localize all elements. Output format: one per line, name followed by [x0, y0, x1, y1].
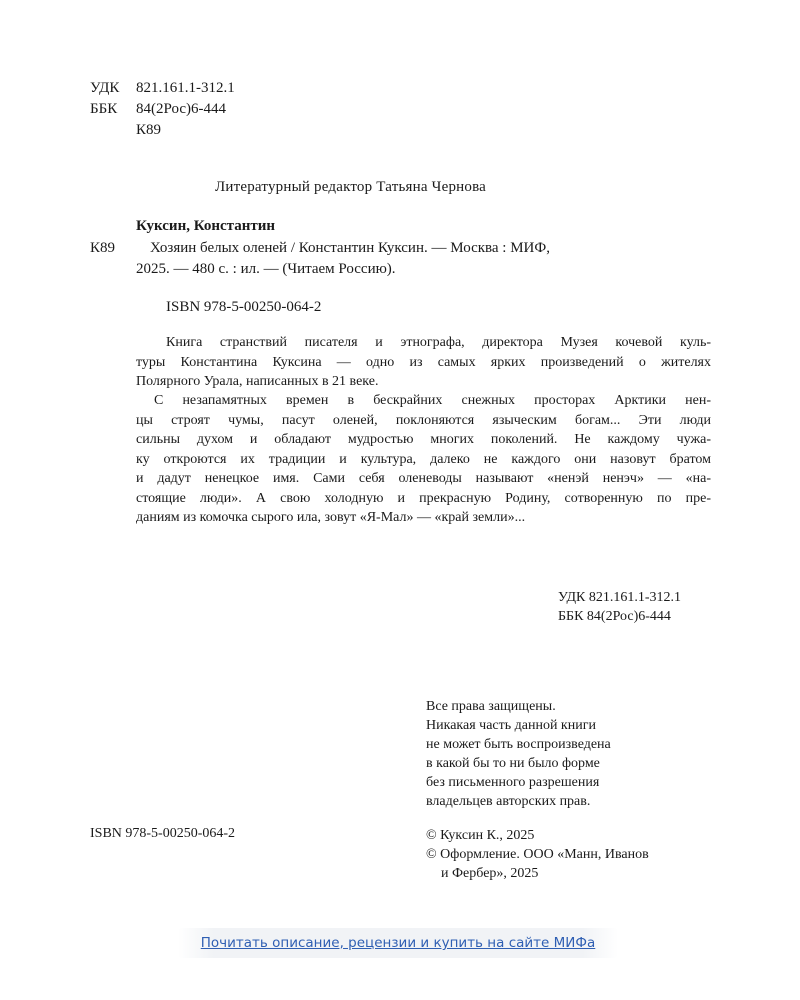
udk-right: УДК 821.161.1-312.1: [558, 590, 682, 605]
rights-line: не может быть воспроизведена: [426, 737, 611, 752]
annotation-paragraph-2: [136, 391, 711, 528]
author-name: Куксин, Константин: [136, 218, 275, 234]
udk-label: УДК: [90, 80, 120, 96]
annotation-line: и дадут ненецкое имя. Сами себя оленеводы называют «ненэй ненэч» — «на-: [136, 471, 711, 486]
copyright-line-3: и Фербер», 2025: [441, 866, 539, 881]
annotation-line: туры Константина Куксина — одно из самых ярких произведений о жителях: [136, 354, 711, 370]
annotation-line: С незапамятных времен в бескрайних снежных просторах Арктики нен-: [154, 393, 711, 408]
annotation-line: сильны духом и обладают мудростью многих поколений. Не каждому чужа-: [136, 432, 711, 447]
annotation-paragraph-1: [136, 333, 711, 392]
mif-link[interactable]: Почитать описание, рецензии и купить на сайте МИФа: [200, 935, 596, 951]
bbk-value: 84(2Рос)6-444: [136, 101, 226, 117]
annotation-line: стоящие люди». А свою холодную и прекрасную Родину, сотворенную по пре-: [136, 490, 711, 506]
editor-line: Литературный редактор Татьяна Чернова: [215, 179, 487, 195]
catalog-line-1: Хозяин белых оленей / Константин Куксин. — Москва : МИФ,: [150, 240, 550, 256]
catalog-mark: К89: [90, 240, 116, 256]
rights-line: без письменного разрешения: [426, 775, 600, 790]
bbk-header: [90, 101, 226, 118]
rights-line: в какой бы то ни было форме: [426, 756, 600, 771]
bbk-label: ББК: [90, 101, 118, 117]
udk-value: 821.161.1-312.1: [136, 80, 235, 96]
annotation-line: даниям из комочка сырого ила, зовут «Я-Мал» — «край земли»...: [136, 510, 526, 525]
isbn-bottom: ISBN 978-5-00250-064-2: [90, 826, 236, 841]
udk-header: [90, 80, 235, 97]
annotation-line: ку откроются их традиции и культура, далеко не каждого они назовут братом: [136, 451, 711, 467]
bbk-right: ББК 84(2Рос)6-444: [558, 609, 671, 624]
author-mark: К89: [136, 122, 162, 138]
catalog-line-2: 2025. — 480 с. : ил. — (Читаем Россию).: [136, 261, 396, 277]
copyright-line-1: © Куксин К., 2025: [426, 828, 535, 843]
annotation-line: Книга странствий писателя и этнографа, директора Музея кочевой куль-: [166, 335, 711, 350]
isbn-main: ISBN 978-5-00250-064-2: [166, 299, 322, 315]
rights-line: Никакая часть данной книги: [426, 718, 596, 733]
annotation-line: цы строят чумы, пасут оленей, поклоняются языческим богам... Эти люди: [136, 412, 711, 428]
copyright-block: [426, 826, 649, 883]
rights-block: [426, 697, 611, 811]
annotation-line: Полярного Урала, написанных в 21 веке.: [136, 374, 379, 389]
rights-line: Все права защищены.: [426, 699, 556, 714]
mif-link-banner: [178, 928, 618, 958]
copyright-line-2: © Оформление. ООО «Манн, Иванов: [426, 847, 649, 862]
rights-line: владельцев авторских прав.: [426, 794, 591, 809]
